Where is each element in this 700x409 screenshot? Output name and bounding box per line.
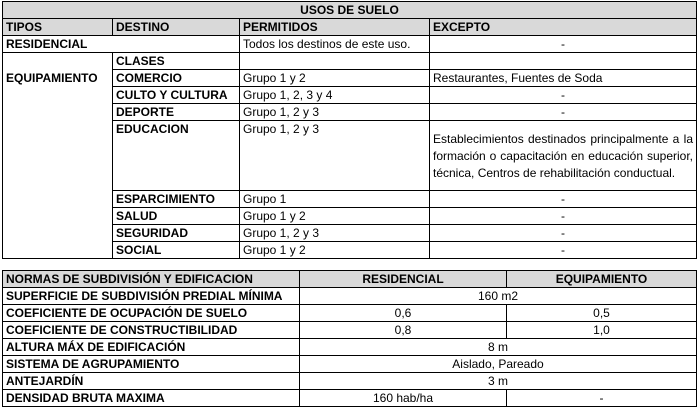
norma-equipamiento-value: - [507, 390, 697, 407]
norma-label: DENSIDAD BRUTA MAXIMA [3, 390, 300, 407]
norma-value: Aislado, Pareado [300, 356, 697, 373]
table-row [3, 356, 697, 373]
excepto-cell: - [430, 225, 697, 242]
destino-cell: SALUD [113, 208, 240, 225]
permitidos-cell: Grupo 1 [240, 191, 430, 208]
destino-cell: COMERCIO [113, 70, 240, 87]
excepto-cell: - [430, 104, 697, 121]
destino-cell: EDUCACION [113, 121, 240, 191]
usos-title: USOS DE SUELO [3, 2, 697, 19]
table-row [3, 339, 697, 356]
norma-equipamiento-value: 1,0 [507, 322, 697, 339]
clases-label: CLASES [113, 53, 240, 70]
norma-label: ALTURA MÁX DE EDIFICACIÓN [3, 339, 300, 356]
permitidos-cell: Grupo 1, 2 y 3 [240, 104, 430, 121]
residencial-excepto: - [430, 36, 697, 53]
destino-cell: ESPARCIMIENTO [113, 191, 240, 208]
norma-label: ANTEJARDÍN [3, 373, 300, 390]
table-row [3, 36, 697, 53]
norma-label: COEFICIENTE DE CONSTRUCTIBILIDAD [3, 322, 300, 339]
usos-de-suelo-table [2, 1, 697, 259]
table-row [3, 288, 697, 305]
norma-label: SISTEMA DE AGRUPAMIENTO [3, 356, 300, 373]
equipamiento-label: EQUIPAMIENTO [6, 71, 98, 85]
norma-value: 160 m2 [300, 288, 697, 305]
destino-cell: CULTO Y CULTURA [113, 87, 240, 104]
excepto-cell: - [430, 208, 697, 225]
norma-residencial-value: 160 hab/ha [300, 390, 507, 407]
excepto-cell: Restaurantes, Fuentes de Soda [430, 70, 697, 87]
permitidos-cell: Grupo 1, 2 y 3 [240, 121, 430, 191]
normas-table [2, 270, 697, 407]
header-destino: DESTINO [113, 19, 240, 36]
destino-cell: SOCIAL [113, 242, 240, 259]
header-residencial: RESIDENCIAL [300, 271, 507, 288]
permitidos-cell: Grupo 1 y 2 [240, 70, 430, 87]
excepto-cell: - [430, 87, 697, 104]
tipo-equipamiento [3, 53, 113, 259]
permitidos-cell: Grupo 1, 2 y 3 [240, 225, 430, 242]
excepto-cell: - [430, 191, 697, 208]
norma-value: 3 m [300, 373, 697, 390]
norma-value: 8 m [300, 339, 697, 356]
table-row [3, 53, 697, 70]
header-permitidos: PERMITIDOS [240, 19, 430, 36]
permitidos-cell: Grupo 1 y 2 [240, 242, 430, 259]
destino-cell: DEPORTE [113, 104, 240, 121]
header-normas: NORMAS DE SUBDIVISIÓN Y EDIFICACION [3, 271, 300, 288]
header-tipos: TIPOS [3, 19, 113, 36]
norma-label: COEFICIENTE DE OCUPACIÓN DE SUELO [3, 305, 300, 322]
norma-residencial-value: 0,6 [300, 305, 507, 322]
table-row [3, 373, 697, 390]
permitidos-cell: Grupo 1 y 2 [240, 208, 430, 225]
excepto-cell: - [430, 242, 697, 259]
norma-residencial-value: 0,8 [300, 322, 507, 339]
header-equipamiento: EQUIPAMIENTO [507, 271, 697, 288]
residencial-permitidos: Todos los destinos de este uso. [240, 36, 430, 53]
empty-cell [430, 53, 697, 70]
excepto-cell: Establecimientos destinados principalmente a la formación o capacitación en educación superior, técnica, Centros de rehabilitación conductual. [430, 121, 697, 191]
header-excepto: EXCEPTO [430, 19, 697, 36]
permitidos-cell: Grupo 1, 2, 3 y 4 [240, 87, 430, 104]
tipo-residencial: RESIDENCIAL [3, 36, 240, 53]
destino-cell: SEGURIDAD [113, 225, 240, 242]
table-row [3, 305, 697, 322]
table-row [3, 322, 697, 339]
norma-label: SUPERFICIE DE SUBDIVISIÓN PREDIAL MÍNIMA [3, 288, 300, 305]
table-row [3, 390, 697, 407]
norma-equipamiento-value: 0,5 [507, 305, 697, 322]
empty-cell [240, 53, 430, 70]
